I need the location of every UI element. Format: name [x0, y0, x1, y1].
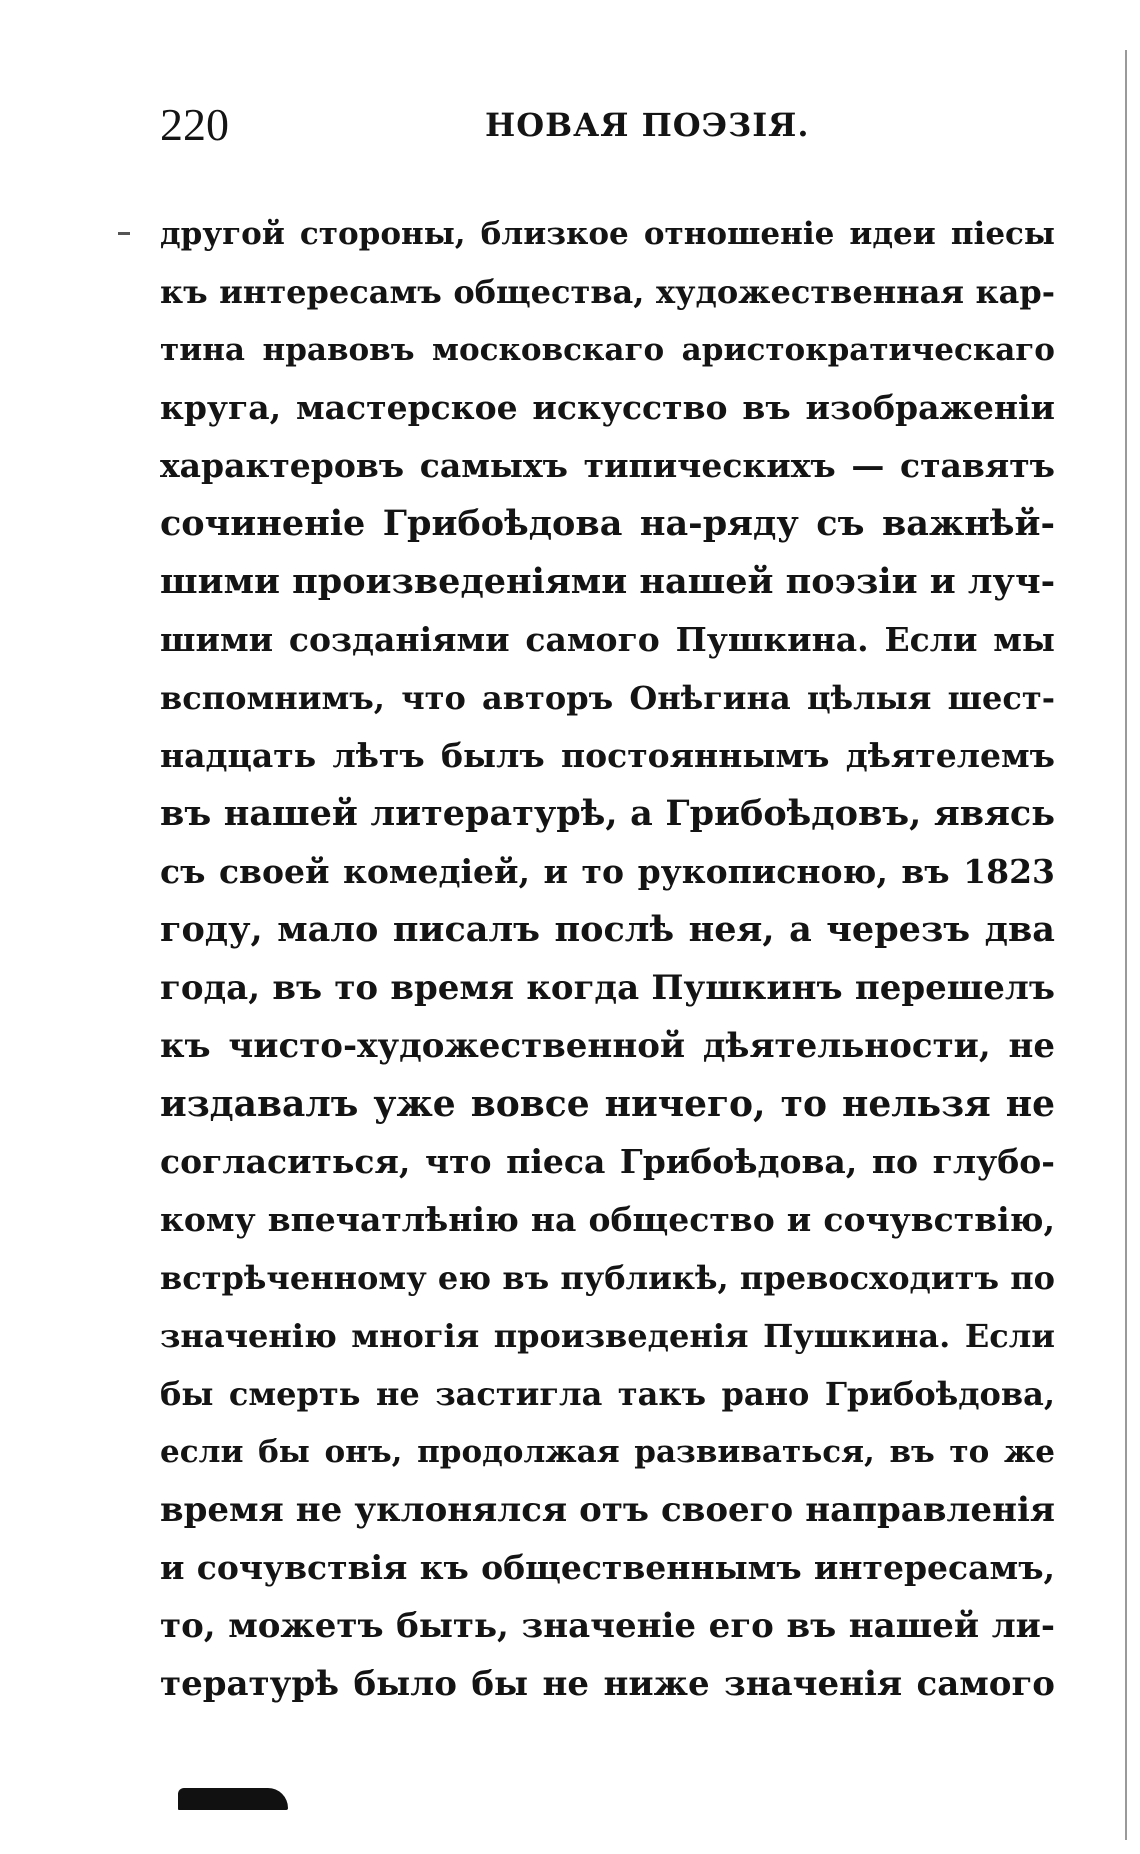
body-text	[160, 205, 1055, 1713]
page-edge-rule	[1125, 50, 1127, 1840]
text-line: тина нравовъ московскаго аристократическаго	[160, 332, 1055, 368]
text-line: круга, мастерское искусство въ изображеніи	[160, 388, 1055, 427]
text-line: вспомнимъ, что авторъ Онѣгина цѣлыя шест-	[160, 679, 1055, 717]
text-line: другой стороны, близкое отношеніе идеи піесы	[160, 216, 1055, 252]
text-line: встрѣченному ею въ публикѣ, превосходитъ по	[160, 1259, 1055, 1297]
text-line: шими созданіями самого Пушкина. Если мы	[160, 620, 1055, 659]
text-line: значенію многія произведенія Пушкина. Если	[160, 1317, 1055, 1355]
text-line: то, можетъ быть, значеніе его въ нашей ли-	[160, 1606, 1055, 1646]
text-line: тературѣ было бы не ниже значенія самого	[160, 1664, 1055, 1704]
page-number: 220	[160, 99, 229, 150]
text-line: къ интересамъ общества, художественная кар-	[160, 273, 1055, 311]
ink-blot	[178, 1788, 288, 1810]
text-line: къ чисто-художественной дѣятельности, не	[160, 1026, 1055, 1066]
text-line: бы смерть не застигла такъ рано Грибоѣдова,	[160, 1375, 1055, 1413]
text-line: и сочувствія къ общественнымъ интересамъ,	[160, 1548, 1055, 1587]
text-line: согласиться, что піеса Грибоѣдова, по глубо-	[160, 1142, 1055, 1181]
text-line: шими произведеніями нашей поэзіи и луч-	[160, 561, 1055, 602]
text-line: если бы онъ, продолжая развиваться, въ то же	[160, 1434, 1055, 1470]
text-line: въ нашей литературѣ, а Грибоѣдовъ, явясь	[160, 793, 1055, 834]
margin-mark	[118, 232, 130, 235]
text-line: году, мало писалъ послѣ нея, а черезъ два	[160, 909, 1055, 950]
text-line: года, въ то время когда Пушкинъ перешелъ	[160, 968, 1055, 1008]
page-header	[160, 95, 1030, 155]
text-line: время не уклонялся отъ своего направленія	[160, 1490, 1055, 1530]
text-line: сочиненіе Грибоѣдова на-ряду съ важнѣй-	[160, 503, 1055, 544]
running-title: НОВАЯ ПОЭЗІЯ.	[485, 106, 810, 144]
text-line: издавалъ уже вовсе ничего, то нельзя не	[160, 1083, 1055, 1125]
text-line: надцать лѣтъ былъ постояннымъ дѣятелемъ	[160, 736, 1055, 775]
text-line: кому впечатлѣнію на общество и сочувствію,	[160, 1200, 1055, 1239]
text-line: характеровъ самыхъ типическихъ — ставятъ	[160, 446, 1055, 485]
text-line: съ своей комедіей, и то рукописною, въ 1823	[160, 852, 1055, 891]
